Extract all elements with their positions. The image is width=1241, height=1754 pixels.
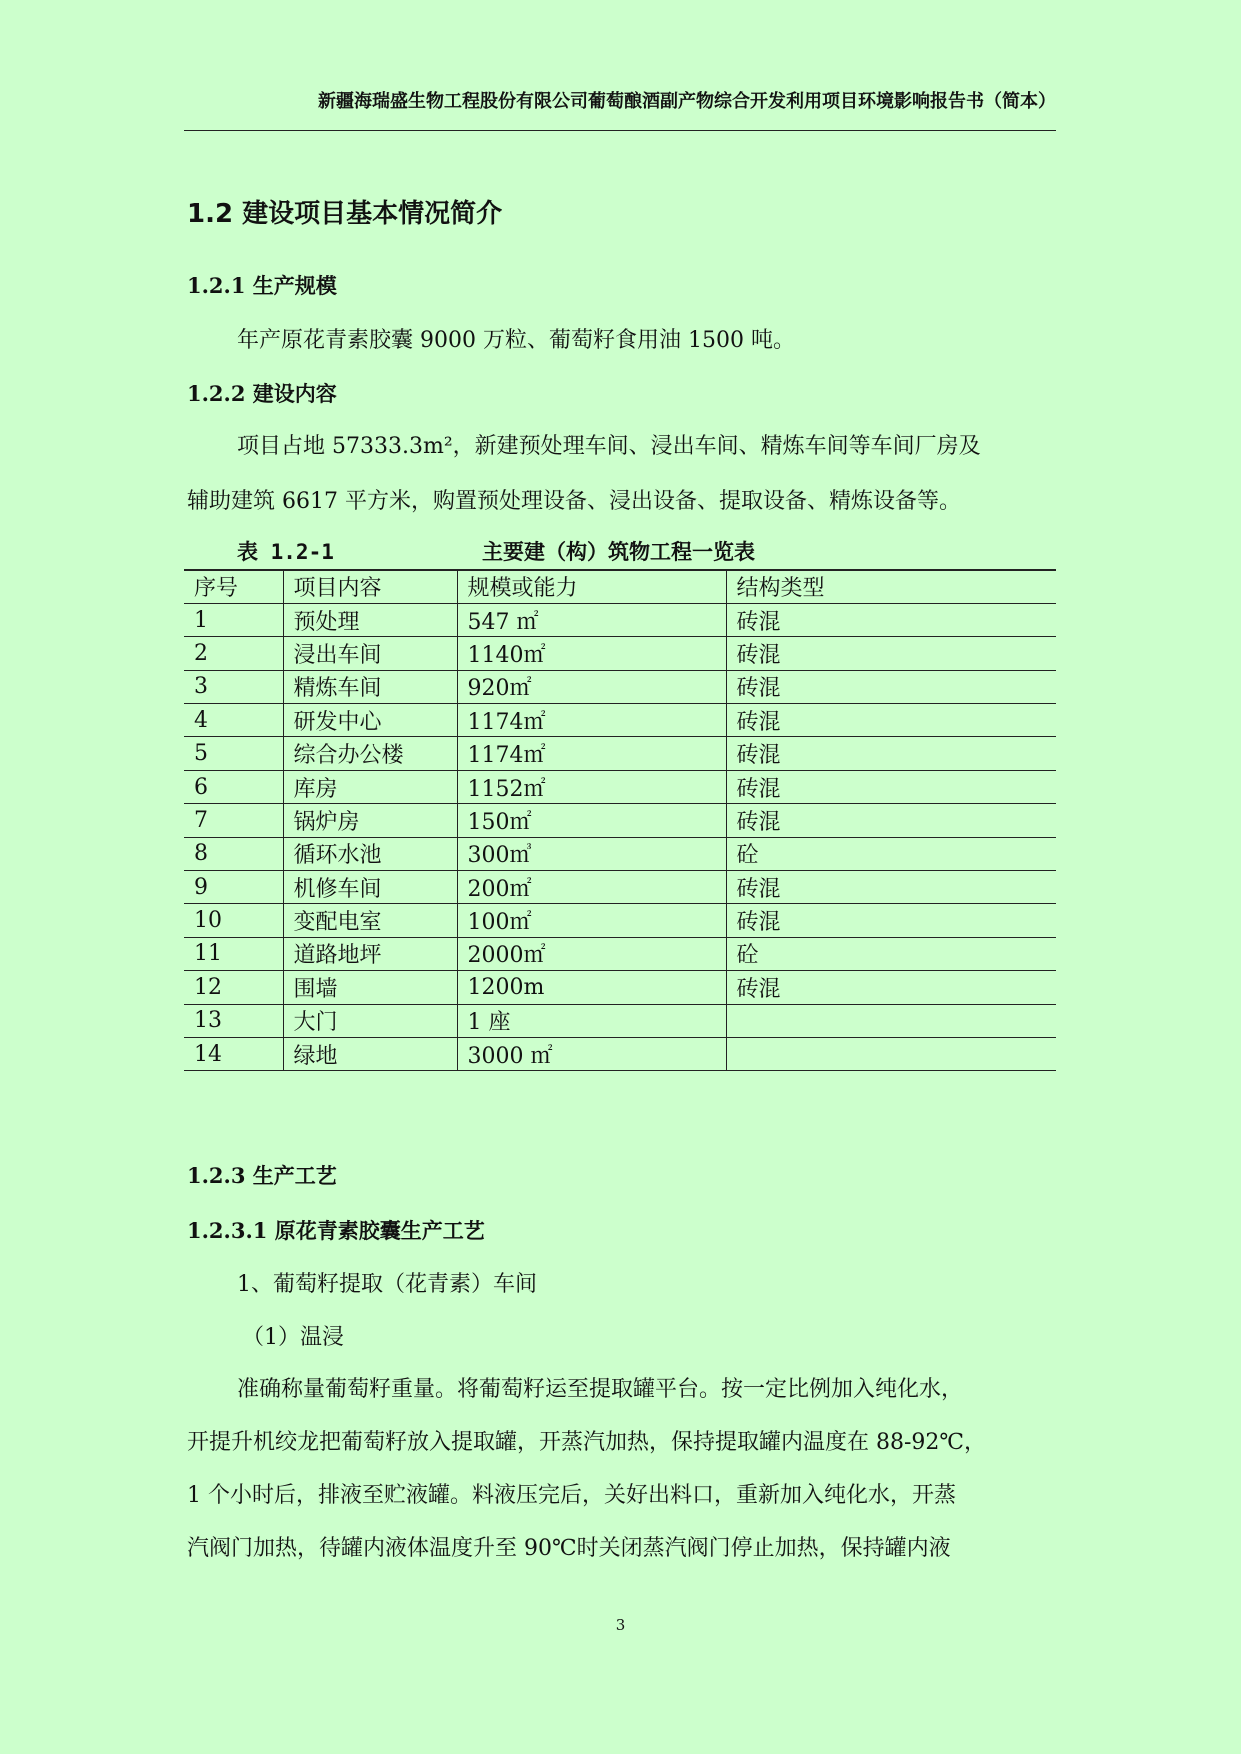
table-caption-title: 主要建（构）筑物工程一览表 — [482, 540, 755, 564]
table-cell: 11 — [184, 937, 283, 970]
table-row — [184, 937, 1056, 970]
table-cell: 浸出车间 — [283, 637, 457, 670]
table-cell: 547 ㎡ — [457, 603, 726, 636]
table-cell: 砖混 — [726, 804, 1056, 837]
table-cell: 1 座 — [457, 1004, 726, 1037]
table-cell: 2000㎡ — [457, 937, 726, 970]
table-row — [184, 837, 1056, 870]
table-cell: 砖混 — [726, 770, 1056, 803]
table-header-row — [184, 570, 1056, 603]
table-header-cell: 序号 — [184, 570, 283, 603]
running-header: 新疆海瑞盛生物工程股份有限公司葡萄酿酒副产物综合开发利用项目环境影响报告书（简本） — [318, 91, 1056, 112]
table-caption-number: 表 1.2-1 — [237, 540, 334, 564]
table-cell: 砖混 — [726, 904, 1056, 937]
table-cell: 变配电室 — [283, 904, 457, 937]
table-cell: 砖混 — [726, 670, 1056, 703]
table-cell: 300㎥ — [457, 837, 726, 870]
table-row — [184, 904, 1056, 937]
table-cell: 5 — [184, 737, 283, 770]
table-cell: 4 — [184, 704, 283, 737]
table-header-cell: 结构类型 — [726, 570, 1056, 603]
subsection-heading-process: 1.2.3 生产工艺 — [187, 1163, 337, 1188]
table-cell: 砖混 — [726, 971, 1056, 1004]
paragraph-construction-line2: 辅助建筑 6617 平方米，购置预处理设备、浸出设备、提取设备、精炼设备等。 — [187, 489, 961, 514]
table-header-cell: 项目内容 — [283, 570, 457, 603]
table-cell: 砼 — [726, 837, 1056, 870]
table-cell: 150㎡ — [457, 804, 726, 837]
table-cell: 1200m — [457, 971, 726, 1004]
table-cell: 库房 — [283, 770, 457, 803]
table-cell: 1174㎡ — [457, 704, 726, 737]
paragraph-production-scale: 年产原花青素胶囊 9000 万粒、葡萄籽食用油 1500 吨。 — [237, 328, 795, 353]
table-cell: 绿地 — [283, 1037, 457, 1070]
paragraph-process-line3: 1 个小时后，排液至贮液罐。料液压完后，关好出料口，重新加入纯化水，开蒸 — [187, 1483, 956, 1508]
table-cell: 100㎡ — [457, 904, 726, 937]
table-cell: 1 — [184, 603, 283, 636]
paragraph-process-line2: 开提升机绞龙把葡萄籽放入提取罐，开蒸汽加热，保持提取罐内温度在 88-92℃， — [187, 1430, 987, 1455]
paragraph-construction-line1: 项目占地 57333.3m²，新建预处理车间、浸出车间、精炼车间等车间厂房及 — [237, 434, 981, 459]
paragraph-process-line1: 准确称量葡萄籽重量。将葡萄籽运至提取罐平台。按一定比例加入纯化水， — [237, 1377, 964, 1402]
table-cell: 砖混 — [726, 871, 1056, 904]
table-cell: 200㎡ — [457, 871, 726, 904]
table-row — [184, 637, 1056, 670]
list-item-extraction-workshop: 1、葡萄籽提取（花青素）车间 — [237, 1272, 537, 1297]
table-cell: 砖混 — [726, 637, 1056, 670]
list-item-warm-soak: （1）温浸 — [242, 1325, 344, 1350]
table-cell: 精炼车间 — [283, 670, 457, 703]
table-row — [184, 971, 1056, 1004]
table-cell: 6 — [184, 770, 283, 803]
table-cell: 砼 — [726, 937, 1056, 970]
table-cell — [726, 1004, 1056, 1037]
table-cell: 9 — [184, 871, 283, 904]
table-cell: 14 — [184, 1037, 283, 1070]
subsection-heading-production-scale: 1.2.1 生产规模 — [187, 273, 337, 298]
table-row — [184, 804, 1056, 837]
table-cell: 砖混 — [726, 603, 1056, 636]
header-rule — [184, 130, 1056, 131]
table-cell: 道路地坪 — [283, 937, 457, 970]
table-cell: 1152㎡ — [457, 770, 726, 803]
table-cell: 1140㎡ — [457, 637, 726, 670]
table-cell: 12 — [184, 971, 283, 1004]
table-cell: 2 — [184, 637, 283, 670]
table-cell: 大门 — [283, 1004, 457, 1037]
table-cell: 锅炉房 — [283, 804, 457, 837]
buildings-table — [184, 569, 1056, 1071]
table-cell: 砖混 — [726, 704, 1056, 737]
table-cell — [726, 1037, 1056, 1070]
paragraph-process-line4: 汽阀门加热，待罐内液体温度升至 90℃时关闭蒸汽阀门停止加热，保持罐内液 — [187, 1536, 951, 1561]
table-row — [184, 871, 1056, 904]
table-row — [184, 603, 1056, 636]
table-cell: 8 — [184, 837, 283, 870]
table-cell: 920㎡ — [457, 670, 726, 703]
subsection-heading-construction: 1.2.2 建设内容 — [187, 381, 337, 406]
table-cell: 循环水池 — [283, 837, 457, 870]
table-cell: 综合办公楼 — [283, 737, 457, 770]
table-row — [184, 1037, 1056, 1070]
table-cell: 砖混 — [726, 737, 1056, 770]
table-cell: 围墙 — [283, 971, 457, 1004]
page-number: 3 — [615, 1616, 626, 1634]
table-cell: 机修车间 — [283, 871, 457, 904]
table-cell: 13 — [184, 1004, 283, 1037]
table-cell: 1174㎡ — [457, 737, 726, 770]
table-cell: 3000 ㎡ — [457, 1037, 726, 1070]
table-row — [184, 737, 1056, 770]
table-cell: 3 — [184, 670, 283, 703]
table-row — [184, 770, 1056, 803]
table-header-cell: 规模或能力 — [457, 570, 726, 603]
table-cell: 10 — [184, 904, 283, 937]
table-row — [184, 670, 1056, 703]
table-cell: 研发中心 — [283, 704, 457, 737]
table-cell: 7 — [184, 804, 283, 837]
section-heading: 1.2 建设项目基本情况简介 — [187, 199, 503, 229]
table-row — [184, 704, 1056, 737]
table-row — [184, 1004, 1056, 1037]
subsection-heading-anthocyanin-process: 1.2.3.1 原花青素胶囊生产工艺 — [187, 1218, 485, 1243]
table-cell: 预处理 — [283, 603, 457, 636]
